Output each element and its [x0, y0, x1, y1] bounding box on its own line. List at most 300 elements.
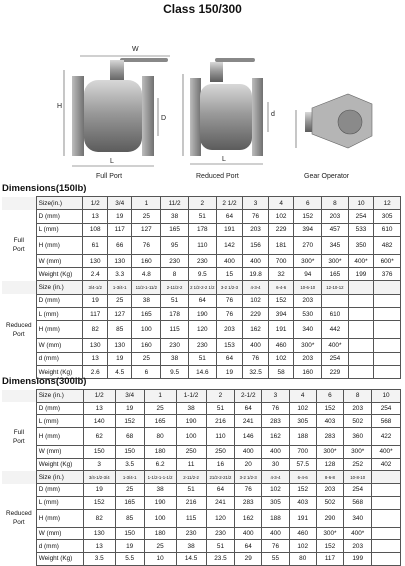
table-cell: 19 [115, 402, 144, 415]
table-cell: 203 [344, 402, 372, 415]
table-cell: 160 [132, 254, 161, 267]
table-cell: 203 [243, 223, 269, 236]
table-cell: 64 [188, 294, 216, 307]
size-header-cell: 3/4-1/2 [83, 281, 108, 294]
table-cell: 203 [294, 352, 322, 365]
size-header-label: Size (in.) [36, 471, 83, 484]
table-cell: 150 [115, 527, 144, 540]
table-cell: 13 [83, 210, 108, 223]
table-cell: 533 [348, 223, 374, 236]
size-header-cell: 1-3/4-1 [107, 281, 132, 294]
table-cell: 130 [83, 527, 115, 540]
table-cell [348, 365, 374, 378]
table-cell: 19 [83, 484, 115, 497]
table-cell: 80 [289, 552, 316, 565]
size-header-cell: 11/2 [161, 197, 189, 210]
table-row [2, 509, 401, 527]
group-spacer [2, 390, 36, 403]
row-label: d (mm) [36, 352, 83, 365]
dim-l-label: L [110, 158, 114, 165]
size-header-cell: 2-11/2-2 [161, 281, 189, 294]
row-label: W (mm) [36, 446, 83, 459]
table-cell: 568 [372, 415, 401, 428]
group-label-line: Port [12, 519, 25, 526]
table-cell: 152 [268, 294, 294, 307]
group-spacer [2, 210, 36, 223]
table-cell [348, 339, 374, 352]
table-cell [374, 308, 401, 321]
table-cell: 2.4 [83, 268, 108, 281]
table-cell: 180 [144, 527, 176, 540]
page-title: Class 150/300 [163, 2, 242, 16]
table-cell: 19 [115, 540, 144, 553]
table-cell: 102 [268, 352, 294, 365]
table-cell: 25 [144, 540, 176, 553]
table-cell: 19 [83, 294, 108, 307]
dim-w-label: W [132, 46, 139, 53]
table-cell: 442 [322, 321, 349, 339]
table-cell: 190 [176, 415, 206, 428]
table-cell: 13 [83, 540, 115, 553]
size-header-cell: 1 [144, 390, 176, 403]
table-cell: 30 [262, 458, 290, 471]
table-cell: 15 [216, 268, 243, 281]
size-header-cell: 12-10-12 [322, 281, 349, 294]
size-header-cell: 6-4-6 [268, 281, 294, 294]
size-header-cell: 4-3-4 [262, 471, 290, 484]
size-header-cell: 10 [348, 197, 374, 210]
table-cell: 229 [243, 308, 269, 321]
table-cell: 568 [344, 496, 372, 509]
table-row [2, 402, 401, 415]
row-label: L (mm) [36, 415, 83, 428]
row-label: D (mm) [36, 402, 83, 415]
table-cell: 400 [262, 527, 290, 540]
table-cell: 156 [243, 236, 269, 254]
table-cell: 58 [268, 365, 294, 378]
table-cell: 460 [268, 339, 294, 352]
row-label: D (mm) [36, 484, 83, 497]
full-port-group-label [2, 236, 36, 254]
valve-drawings [0, 18, 405, 180]
table-cell [348, 308, 374, 321]
size-header-label: Size (in.) [36, 390, 83, 403]
table-cell: 400 [235, 527, 262, 540]
group-spacer [2, 471, 36, 484]
table-cell: 76 [132, 236, 161, 254]
group-spacer [2, 268, 36, 281]
table-cell: 23.5 [206, 552, 235, 565]
size-header-cell: 3/4 [107, 197, 132, 210]
table-cell: 64 [206, 484, 235, 497]
table-cell: 502 [344, 415, 372, 428]
gear-operator-drawing [296, 94, 372, 180]
table-cell: 457 [322, 223, 349, 236]
table-cell: 4.5 [107, 365, 132, 378]
table-cell: 146 [235, 428, 262, 446]
group-spacer [2, 197, 36, 210]
table-cell: 57.5 [289, 458, 316, 471]
table-cell: 610 [322, 308, 349, 321]
size-header-cell: 6-4-6 [289, 471, 316, 484]
table-cell [374, 365, 401, 378]
group-spacer [2, 352, 36, 365]
group-spacer [2, 446, 36, 459]
group-spacer [2, 294, 36, 307]
table-cell: 102 [289, 540, 316, 553]
table-cell: 117 [83, 308, 108, 321]
table-cell: 127 [107, 308, 132, 321]
table-row [2, 268, 401, 281]
size-header-label: Size(in.) [36, 197, 83, 210]
table-cell: 102 [243, 294, 269, 307]
size-header-cell: 3 [262, 390, 290, 403]
table-cell: 300* [322, 254, 349, 267]
table-cell: 400* [348, 254, 374, 267]
table-cell: 300* [344, 446, 372, 459]
table-cell [348, 352, 374, 365]
table-cell: 51 [188, 210, 216, 223]
table-header-row [2, 197, 401, 210]
size-header-cell: 4-3-4 [243, 281, 269, 294]
table-cell: 422 [372, 428, 401, 446]
table-cell: 400 [243, 254, 269, 267]
table-cell [348, 294, 374, 307]
table-cell: 130 [83, 339, 108, 352]
dim-l-label-reduced: L [222, 156, 226, 163]
size-header-cell: 10-8-10 [344, 471, 372, 484]
row-label: Weight (Kg) [36, 552, 83, 565]
table-cell: 100 [176, 428, 206, 446]
table-300lb [2, 389, 401, 566]
table-cell: 25 [115, 484, 144, 497]
table-row [2, 223, 401, 236]
table-cell: 190 [188, 308, 216, 321]
size-header-cell: 4 [289, 390, 316, 403]
table-cell: 230 [206, 527, 235, 540]
table-cell: 82 [83, 509, 115, 527]
table-cell: 165 [115, 496, 144, 509]
table-cell: 115 [161, 321, 189, 339]
size-header-cell: 8-6-8 [316, 471, 344, 484]
size-header-cell: 4 [268, 197, 294, 210]
table-cell: 345 [322, 236, 349, 254]
table-cell [372, 496, 401, 509]
table-cell: 178 [161, 308, 189, 321]
table-cell: 254 [344, 484, 372, 497]
full-port-group-label [2, 428, 36, 446]
table-cell: 162 [243, 321, 269, 339]
table-cell: 25 [132, 210, 161, 223]
table-cell: 110 [206, 428, 235, 446]
table-cell: 700 [289, 446, 316, 459]
table-cell: 152 [83, 496, 115, 509]
table-cell: 230 [176, 527, 206, 540]
size-header-cell: 21/2-2-21/2 [206, 471, 235, 484]
size-header-label: Size (in.) [36, 281, 83, 294]
size-header-cell: 12 [374, 197, 401, 210]
table-cell: 203 [322, 210, 349, 223]
table-row [2, 254, 401, 267]
table-cell: 76 [262, 540, 290, 553]
group-spacer [2, 402, 36, 415]
table-cell [372, 509, 401, 527]
table-cell: 230 [188, 339, 216, 352]
row-label: Weight (Kg) [36, 458, 83, 471]
table-cell: 64 [216, 352, 243, 365]
table-cell [374, 339, 401, 352]
table-cell: 162 [235, 509, 262, 527]
caption-gear-operator: Gear Operator [304, 173, 350, 180]
reduced-port-group-label [2, 509, 36, 527]
group-spacer [2, 496, 36, 509]
table-cell: 203 [344, 540, 372, 553]
table-cell: 180 [144, 446, 176, 459]
table-cell: 252 [344, 458, 372, 471]
table-row [2, 552, 401, 565]
table-cell: 80 [144, 428, 176, 446]
row-label: d (mm) [36, 540, 83, 553]
group-spacer [2, 415, 36, 428]
table-cell: 191 [216, 223, 243, 236]
table-cell: 181 [268, 236, 294, 254]
dim-d-small-label: d [271, 111, 275, 118]
table-row [2, 446, 401, 459]
table-cell: 191 [268, 321, 294, 339]
table-cell: 400 [216, 254, 243, 267]
size-header-cell [374, 281, 401, 294]
reduced-port-valve-drawing [183, 58, 275, 180]
table-cell: 6 [132, 365, 161, 378]
table-cell: 85 [107, 321, 132, 339]
table-cell: 108 [83, 223, 108, 236]
size-header-cell [348, 281, 374, 294]
table-cell: 62 [83, 428, 115, 446]
row-label: W (mm) [36, 339, 83, 352]
size-header-cell: 3/4 [115, 390, 144, 403]
table-cell: 38 [176, 402, 206, 415]
group-spacer [2, 339, 36, 352]
table-cell: 203 [216, 321, 243, 339]
table-cell: 32.5 [243, 365, 269, 378]
table-cell: 241 [206, 496, 235, 509]
table-cell: 76 [216, 294, 243, 307]
table-cell: 140 [83, 415, 115, 428]
table-cell: 305 [262, 496, 290, 509]
table-row [2, 236, 401, 254]
table-cell: 160 [132, 339, 161, 352]
table-header-row [2, 281, 401, 294]
size-header-cell [372, 471, 401, 484]
size-header-cell: 1-3/4-1 [115, 471, 144, 484]
table-cell: 283 [262, 415, 290, 428]
table-cell: 2.6 [83, 365, 108, 378]
size-header-cell: 3 [243, 197, 269, 210]
table-cell: 216 [206, 415, 235, 428]
table-cell: 64 [216, 210, 243, 223]
size-header-cell: 1 [132, 197, 161, 210]
table-cell: 25 [132, 352, 161, 365]
table-cell: 165 [132, 308, 161, 321]
table-header-row [2, 471, 401, 484]
table-cell: 38 [161, 352, 189, 365]
table-cell: 152 [115, 415, 144, 428]
size-header-cell: 8 [322, 197, 349, 210]
table-cell: 25 [107, 294, 132, 307]
size-header-cell: 2 1/2-2-2 1/2 [188, 281, 216, 294]
table-cell: 68 [115, 428, 144, 446]
size-header-cell: 2 [206, 390, 235, 403]
table-cell: 270 [294, 236, 322, 254]
table-cell: 8 [161, 268, 189, 281]
table-cell: 300* [294, 254, 322, 267]
table-cell: 152 [316, 402, 344, 415]
table-cell: 460 [289, 527, 316, 540]
group-spacer [2, 484, 36, 497]
group-spacer [2, 281, 36, 294]
table-cell: 102 [289, 402, 316, 415]
table-150lb [2, 196, 401, 379]
table-cell: 130 [83, 254, 108, 267]
table-cell: 14.5 [176, 552, 206, 565]
table-cell: 19 [216, 365, 243, 378]
table-cell: 376 [374, 268, 401, 281]
table-cell: 254 [348, 210, 374, 223]
table-cell: 130 [107, 254, 132, 267]
table-cell: 216 [176, 496, 206, 509]
table-cell: 9.5 [188, 268, 216, 281]
row-label: L (mm) [36, 308, 83, 321]
table-cell: 153 [216, 339, 243, 352]
table-cell: 3 [83, 458, 115, 471]
table-cell: 400* [344, 527, 372, 540]
table-cell: 64 [235, 402, 262, 415]
heading-150lb: Dimensions(150lb) [2, 183, 87, 194]
table-cell [374, 352, 401, 365]
table-cell: 250 [206, 446, 235, 459]
table-cell: 25 [144, 402, 176, 415]
group-label-line: Port [12, 330, 25, 338]
table-cell: 3.5 [83, 552, 115, 565]
table-cell: 400 [243, 339, 269, 352]
table-cell: 250 [176, 446, 206, 459]
table-row [2, 308, 401, 321]
table-cell: 120 [206, 509, 235, 527]
table-cell: 4.8 [132, 268, 161, 281]
table-cell: 76 [243, 210, 269, 223]
size-header-cell: 3-2 1/2-3 [216, 281, 243, 294]
table-cell: 300* [316, 446, 344, 459]
table-cell [372, 540, 401, 553]
table-cell: 300* [294, 339, 322, 352]
group-spacer [2, 552, 36, 565]
size-header-cell: 1/2 [83, 197, 108, 210]
group-spacer [2, 540, 36, 553]
size-header-cell: 10 [372, 390, 401, 403]
table-cell: 10 [144, 552, 176, 565]
group-spacer [2, 527, 36, 540]
table-cell: 82 [83, 321, 108, 339]
table-cell: 130 [107, 339, 132, 352]
table-cell: 51 [161, 294, 189, 307]
row-label: H (mm) [36, 428, 83, 446]
table-cell: 51 [206, 402, 235, 415]
table-cell: 117 [316, 552, 344, 565]
table-cell: 55 [262, 552, 290, 565]
table-cell: 400 [262, 446, 290, 459]
table-row [2, 321, 401, 339]
size-header-cell: 2 1/2 [216, 197, 243, 210]
table-cell: 290 [316, 509, 344, 527]
table-cell: 199 [348, 268, 374, 281]
table-cell: 178 [188, 223, 216, 236]
table-cell: 66 [107, 236, 132, 254]
row-label: W (mm) [36, 527, 83, 540]
table-cell: 85 [115, 509, 144, 527]
size-header-cell: 1-1/2-1-1-1/2 [144, 471, 176, 484]
table-cell: 162 [262, 428, 290, 446]
table-cell: 152 [294, 210, 322, 223]
table-cell: 230 [161, 254, 189, 267]
table-cell: 19 [107, 352, 132, 365]
heading-300lb: Dimensions(300lb) [2, 376, 87, 387]
table-cell: 229 [322, 365, 349, 378]
table-cell: 400* [372, 446, 401, 459]
table-cell: 51 [206, 540, 235, 553]
table-cell: 700 [268, 254, 294, 267]
table-cell: 152 [289, 484, 316, 497]
group-label-line: Reduced [6, 510, 32, 517]
table-cell: 283 [316, 428, 344, 446]
table-cell: 127 [132, 223, 161, 236]
table-cell: 16 [206, 458, 235, 471]
table-cell: 340 [294, 321, 322, 339]
table-row [2, 294, 401, 307]
table-cell: 165 [161, 223, 189, 236]
row-label: Weight (Kg) [36, 365, 83, 378]
group-label-line: Full [13, 428, 24, 436]
size-header-cell: 10-6-10 [294, 281, 322, 294]
table-cell: 128 [316, 458, 344, 471]
table-row [2, 210, 401, 223]
table-cell: 120 [188, 321, 216, 339]
table-cell: 20 [235, 458, 262, 471]
table-cell: 51 [176, 484, 206, 497]
row-label: H (mm) [36, 509, 83, 527]
table-cell [322, 294, 349, 307]
size-header-cell: 1-1/2 [176, 390, 206, 403]
table-cell: 13 [83, 352, 108, 365]
table-cell: 51 [188, 352, 216, 365]
group-spacer [2, 254, 36, 267]
table-cell: 190 [144, 496, 176, 509]
table-cell: 203 [294, 294, 322, 307]
table-cell: 403 [316, 415, 344, 428]
table-cell: 283 [235, 496, 262, 509]
table-cell: 394 [268, 308, 294, 321]
row-label: L (mm) [36, 496, 83, 509]
table-row [2, 458, 401, 471]
table-row [2, 484, 401, 497]
dim-d-label: D [161, 115, 167, 122]
table-cell: 300* [316, 527, 344, 540]
table-cell: 600* [374, 254, 401, 267]
table-cell: 110 [188, 236, 216, 254]
table-cell [372, 527, 401, 540]
table-cell: 38 [144, 484, 176, 497]
table-cell: 76 [235, 484, 262, 497]
table-cell: 3.3 [107, 268, 132, 281]
